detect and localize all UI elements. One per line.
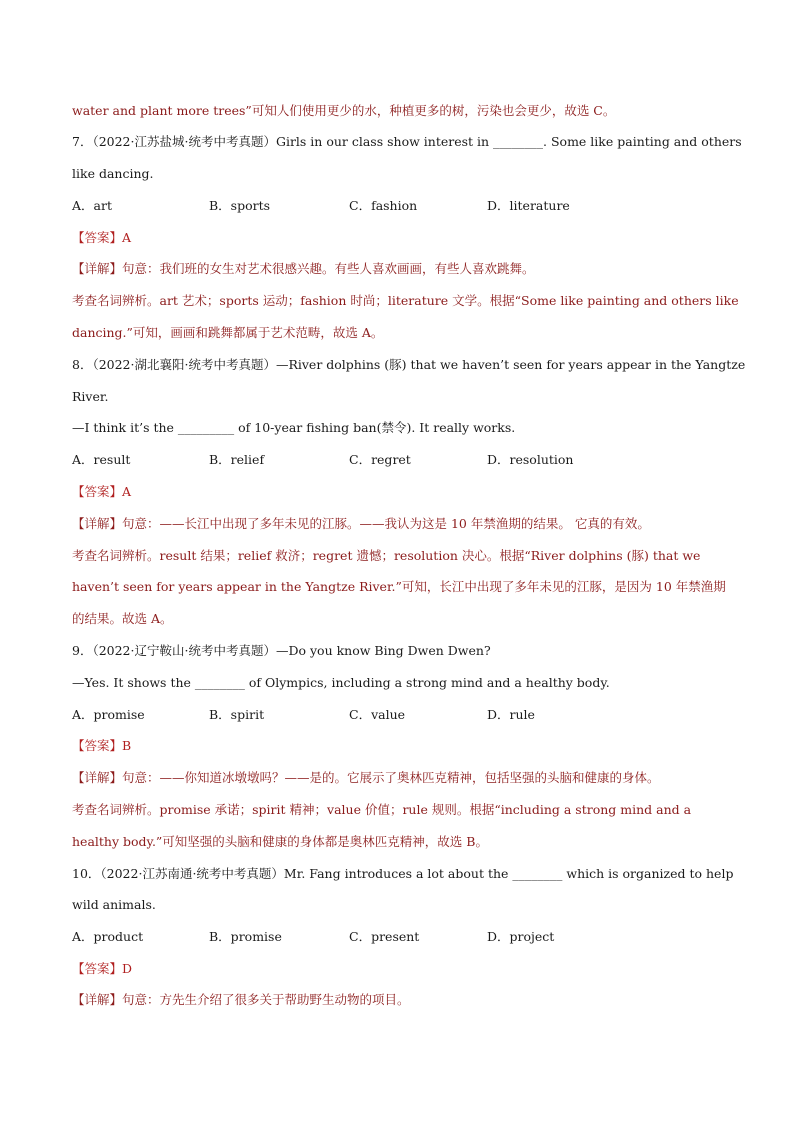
option-a: A．art [72,198,112,213]
question-8-detail-3: haven’t seen for years appear in the Yangtze River.”可知，长江中出现了多年未见的江豚，是因为 10 年禁渔期 [72,579,726,594]
question-7-detail-1: 【详解】句意：我们班的女生对艺术很感兴趣。有些人喜欢画画，有些人喜欢跳舞。 [72,261,535,276]
option-d: D．project [487,929,555,944]
option-a: A．product [72,929,144,944]
question-8-reply: —I think it’s the _________ of 10-year fishing ban(禁令). It really works. [72,420,516,435]
question-10-stem: 10．（2022·江苏南通·统考中考真题）Mr. Fang introduces a lot about the ________ which is organized to help [72,866,734,881]
question-9-detail-2: 考查名词辨析。promise 承诺；spirit 精神；value 价值；rule 规则。根据“including a strong mind and a [72,802,692,817]
question-10-answer: 【答案】D [72,961,133,976]
option-c: C．regret [349,452,411,467]
question-7-stem: 7．（2022·江苏盐城·统考中考真题）Girls in our class show interest in ________. Some like painting and others [72,134,742,149]
question-9-reply: —Yes. It shows the ________ of Olympics, including a strong mind and a healthy body. [72,675,610,690]
question-9-stem: 9．（2022·辽宁鞍山·统考中考真题）—Do you know Bing Dwen Dwen? [72,643,491,658]
question-10-detail-1: 【详解】句意：方先生介绍了很多关于帮助野生动物的项目。 [72,992,410,1007]
question-8-detail-1: 【详解】句意：——长江中出现了多年未见的江豚。——我认为这是 10 年禁渔期的结果。 它真的有效。 [72,516,650,531]
option-d: D．resolution [487,452,574,467]
question-10-stem-cont: wild animals. [72,897,156,912]
question-8-stem: 8．（2022·湖北襄阳·统考中考真题）—River dolphins (豚) that we haven’t seen for years appear in the Yangtze [72,357,746,372]
question-8-stem-cont: River. [72,389,109,404]
option-d: D．literature [487,198,570,213]
question-9-detail-3: healthy body.”可知坚强的头脑和健康的身体都是奥林匹克精神，故选 B。 [72,834,488,849]
question-7-detail-3: dancing.”可知，画画和跳舞都属于艺术范畴，故选 A。 [72,325,384,340]
option-c: C．present [349,929,420,944]
option-a: A．promise [72,707,145,722]
previous-explanation-continuation: water and plant more trees”可知人们使用更少的水，种植更多的树，污染也会更少，故选 C。 [72,103,616,118]
option-b: B．spirit [209,707,265,722]
question-8-answer: 【答案】A [72,484,132,499]
option-b: B．relief [209,452,265,467]
option-b: B．sports [209,198,271,213]
question-8-detail-4: 的结果。故选 A。 [72,611,173,626]
option-a: A．result [72,452,131,467]
question-9-answer: 【答案】B [72,738,132,753]
question-7-stem-cont: like dancing. [72,166,154,181]
option-c: C．fashion [349,198,418,213]
question-8-detail-2: 考查名词辨析。result 结果；relief 救济；regret 遗憾；resolution 决心。根据“River dolphins (豚) that we [72,548,701,563]
question-9-detail-1: 【详解】句意：——你知道冰墩墩吗？——是的。它展示了奥林匹克精神，包括坚强的头脑和健康的身体。 [72,770,660,785]
question-7-detail-2: 考查名词辨析。art 艺术；sports 运动；fashion 时尚；literature 文学。根据“Some like painting and others like [72,293,739,308]
option-b: B．promise [209,929,282,944]
option-d: D．rule [487,707,535,722]
question-7-answer: 【答案】A [72,230,132,245]
option-c: C．value [349,707,406,722]
